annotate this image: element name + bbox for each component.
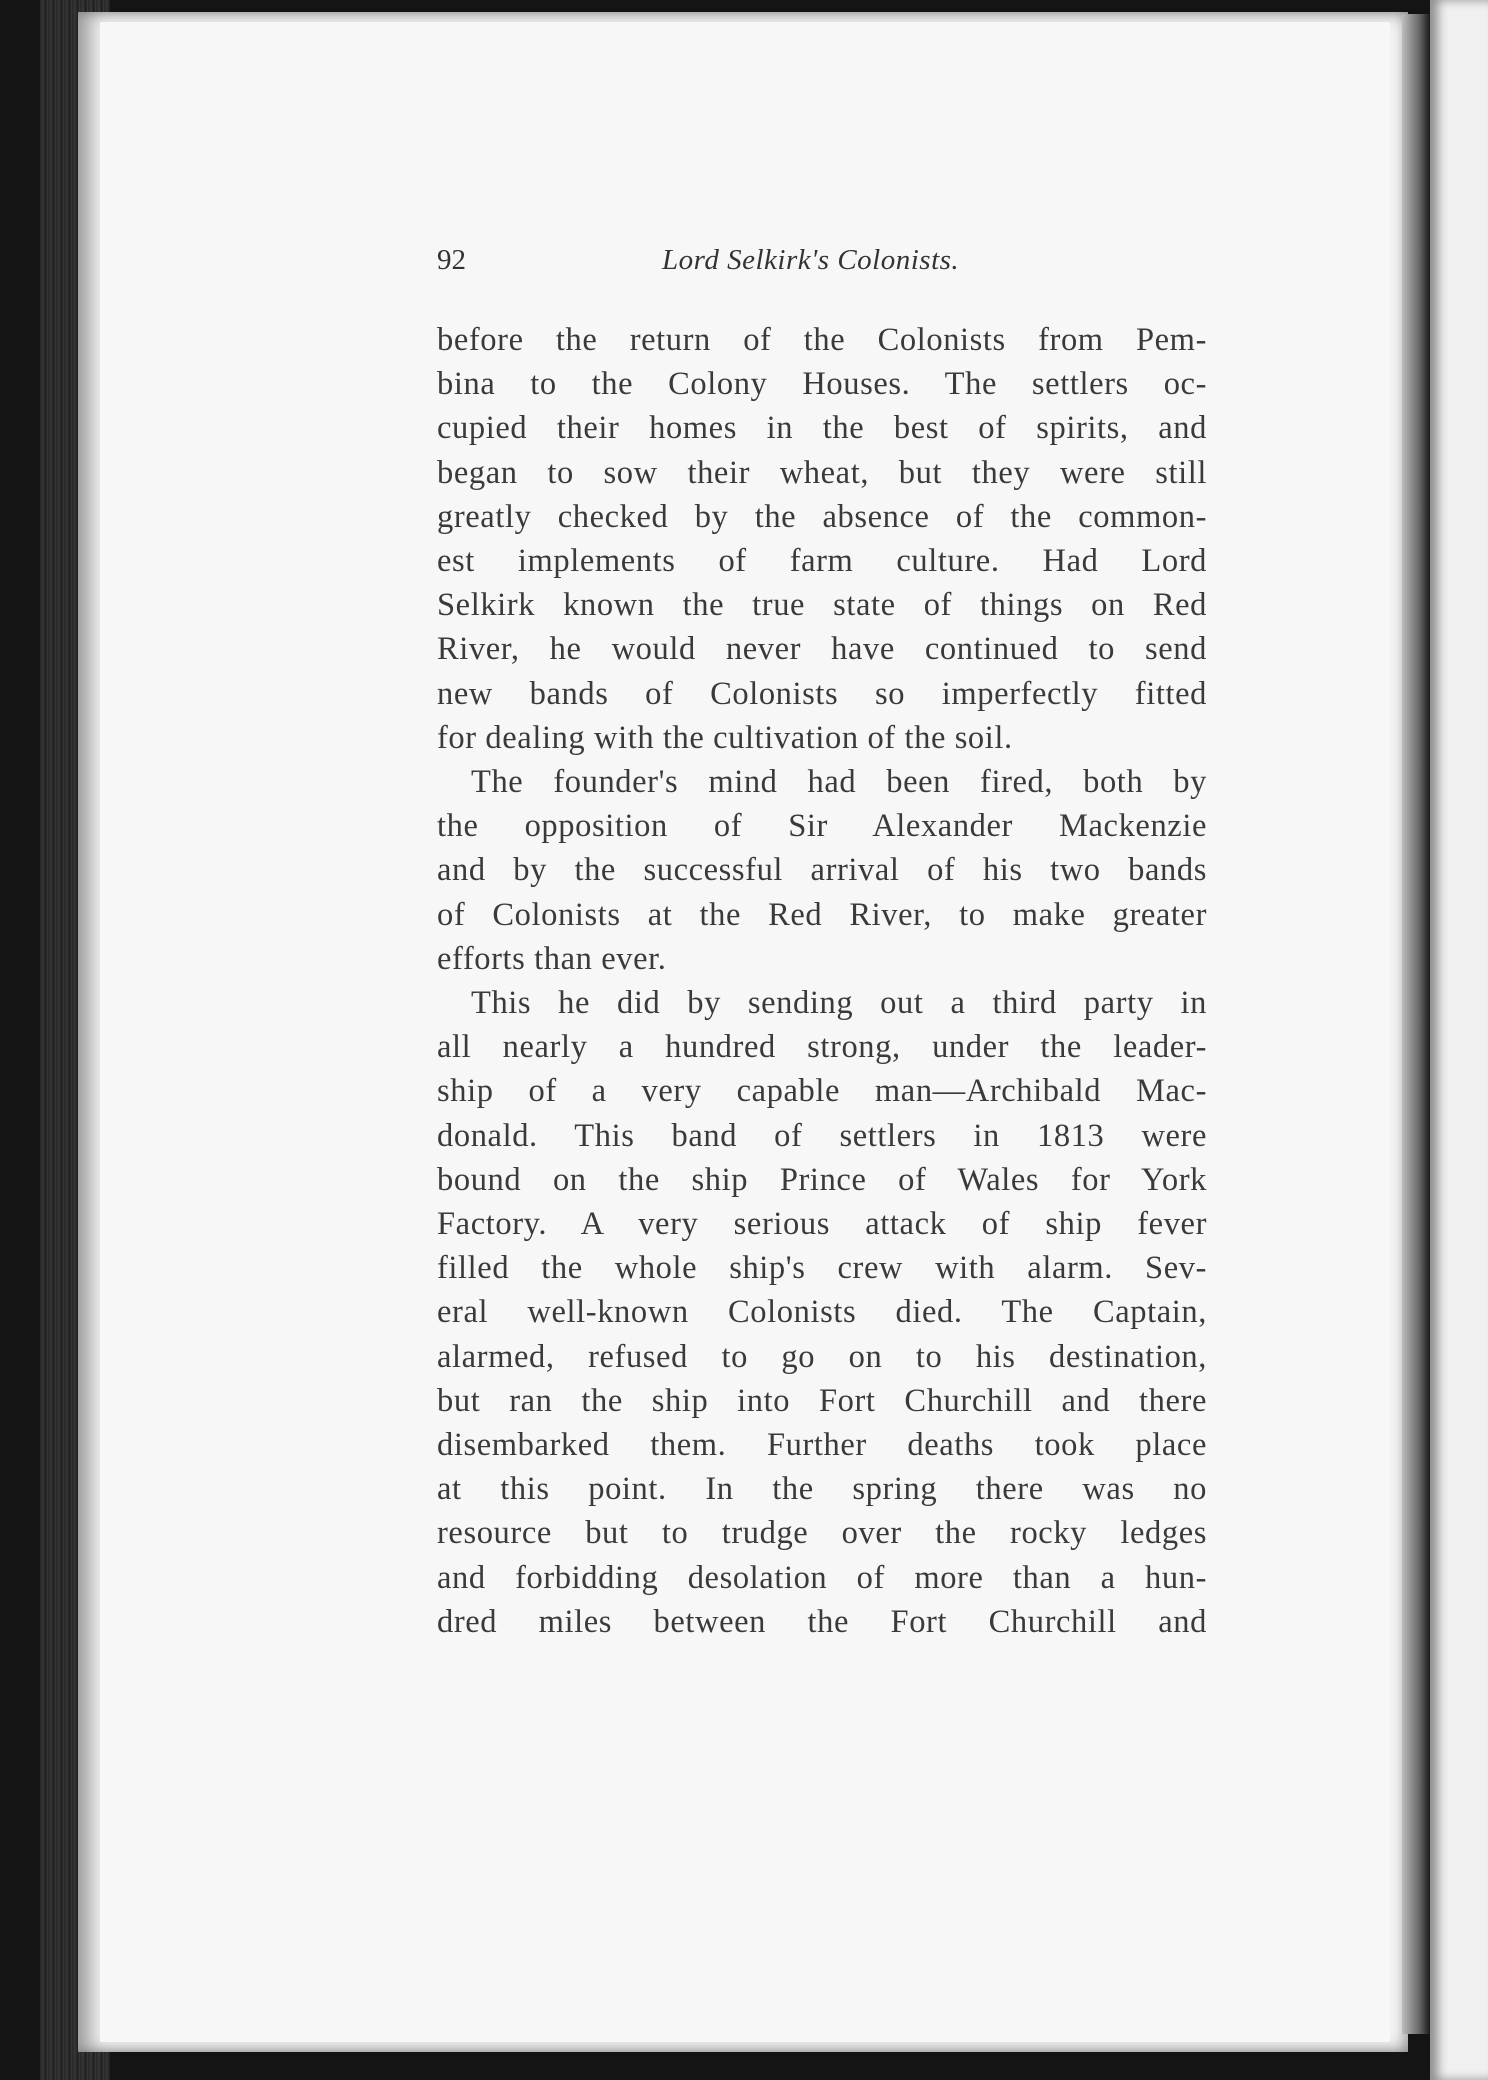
text-line: efforts than ever.	[437, 940, 667, 977]
facing-page-edge	[1430, 0, 1488, 2080]
text-line: eral well-known Colonists died. The Captain,	[437, 1294, 1207, 1331]
paragraph-3	[437, 981, 1207, 1644]
text-line: The founder's mind had been fired, both by	[471, 764, 1207, 801]
text-line: River, he would never have continued to send	[437, 631, 1207, 668]
text-line: of Colonists at the Red River, to make greater	[437, 896, 1207, 933]
text-line: and by the successful arrival of his two bands	[437, 852, 1207, 889]
text-line: new bands of Colonists so imperfectly fitted	[437, 675, 1207, 712]
text-line: resource but to trudge over the rocky ledges	[437, 1515, 1207, 1552]
text-line: est implements of farm culture. Had Lord	[437, 543, 1207, 580]
text-line: bound on the ship Prince of Wales for York	[437, 1161, 1207, 1198]
running-header	[437, 244, 1207, 284]
text-line: cupied their homes in the best of spirits, and	[437, 410, 1207, 447]
text-line: began to sow their wheat, but they were still	[437, 454, 1207, 491]
text-line: donald. This band of settlers in 1813 were	[437, 1117, 1207, 1154]
text-line: for dealing with the cultivation of the soil.	[437, 719, 1013, 756]
page-number: 92	[437, 244, 466, 276]
running-title: Lord Selkirk's Colonists.	[662, 244, 960, 276]
text-line: filled the whole ship's crew with alarm. Sev-	[437, 1250, 1207, 1287]
text-line: bina to the Colony Houses. The settlers oc-	[437, 366, 1207, 403]
paragraph-2	[437, 760, 1207, 981]
text-line: and forbidding desolation of more than a hun-	[437, 1559, 1207, 1596]
text-line: Selkirk known the true state of things on Red	[437, 587, 1207, 624]
text-line: at this point. In the spring there was no	[437, 1471, 1207, 1508]
text-line: but ran the ship into Fort Churchill and there	[437, 1382, 1207, 1419]
text-line: before the return of the Colonists from Pem-	[437, 322, 1207, 358]
page-gutter-shadow	[1402, 14, 1430, 2034]
text-line: ship of a very capable man—Archibald Mac-	[437, 1073, 1207, 1110]
text-line: the opposition of Sir Alexander Mackenzie	[437, 808, 1207, 845]
body-text	[437, 318, 1207, 1644]
text-line: disembarked them. Further deaths took place	[437, 1427, 1207, 1464]
text-line: dred miles between the Fort Churchill and	[437, 1603, 1207, 1640]
paragraph-1	[437, 318, 1207, 760]
text-line: greatly checked by the absence of the common-	[437, 498, 1207, 535]
text-line: all nearly a hundred strong, under the leader-	[437, 1029, 1207, 1066]
text-line: Factory. A very serious attack of ship fever	[437, 1206, 1207, 1243]
text-line: This he did by sending out a third party in	[471, 985, 1207, 1022]
text-line: alarmed, refused to go on to his destination,	[437, 1338, 1207, 1375]
